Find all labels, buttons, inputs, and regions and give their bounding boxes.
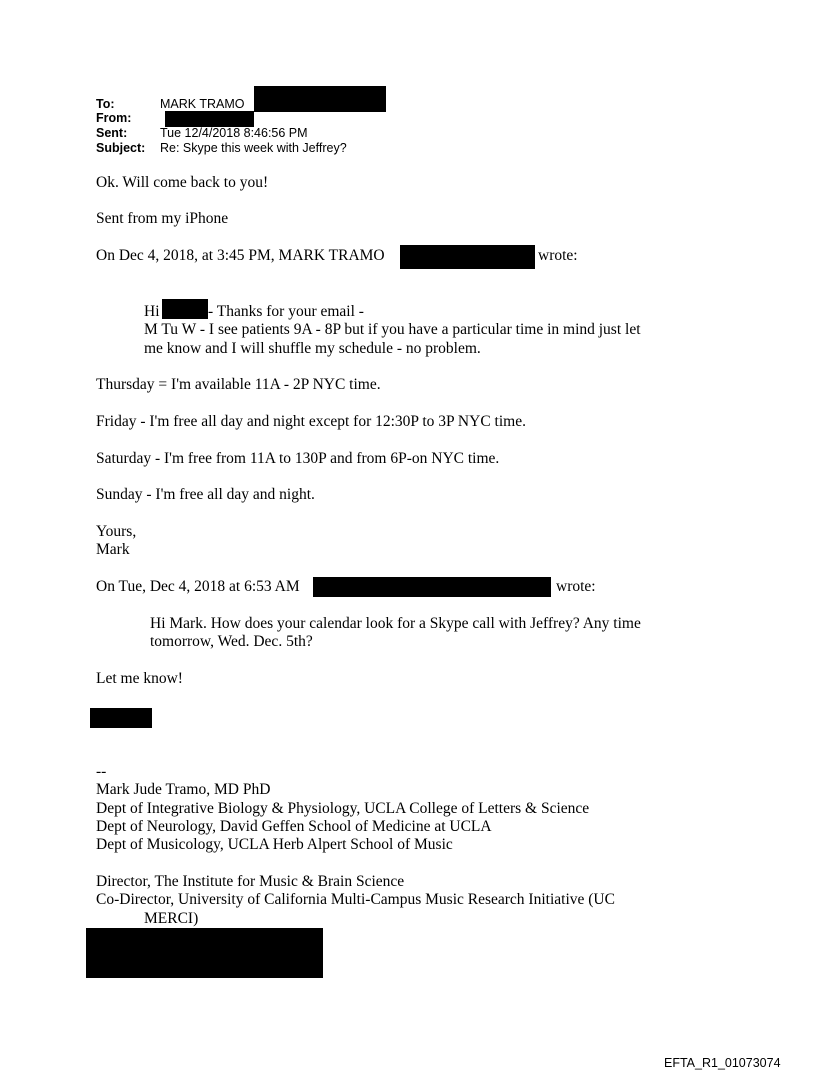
subject-value: Re: Skype this week with Jeffrey? (160, 141, 347, 155)
sent-value: Tue 12/4/2018 8:46:56 PM (160, 126, 308, 140)
closing-name: Mark (96, 541, 130, 558)
signature-name: Mark Jude Tramo, MD PhD (96, 781, 271, 798)
signature-line: Director, The Institute for Music & Brain Science (96, 873, 405, 890)
quote1-intro-prefix: On Dec 4, 2018, at 3:45 PM, MARK TRAMO (96, 247, 385, 264)
from-label: From: (96, 111, 132, 125)
redaction-box (165, 111, 254, 127)
redaction-box (86, 928, 323, 978)
sunday-line: Sunday - I'm free all day and night. (96, 486, 315, 503)
redaction-box (90, 708, 152, 728)
quote2-intro-prefix: On Tue, Dec 4, 2018 at 6:53 AM (96, 578, 300, 595)
quote2-line2: tomorrow, Wed. Dec. 5th? (150, 633, 313, 650)
closing: Yours, (96, 523, 137, 540)
signature-line: Co-Director, University of California Multi-Campus Music Research Initiative (UC (96, 891, 615, 908)
thursday-line: Thursday = I'm available 11A - 2P NYC time. (96, 376, 381, 393)
to-label: To: (96, 97, 115, 111)
redaction-box (313, 577, 551, 597)
signature-device: Sent from my iPhone (96, 210, 229, 227)
friday-line: Friday - I'm free all day and night except for 12:30P to 3P NYC time. (96, 413, 526, 430)
quote2-intro-suffix: wrote: (556, 578, 596, 595)
quote1-thanks: - Thanks for your email - (208, 303, 364, 320)
sent-label: Sent: (96, 126, 128, 140)
signature-dashes: -- (96, 763, 107, 780)
reply-line: Ok. Will come back to you! (96, 174, 269, 191)
redaction-box (400, 245, 535, 269)
redaction-box (162, 299, 208, 319)
subject-label: Subject: (96, 141, 146, 155)
signature-line: MERCI) (144, 910, 199, 927)
quote1-intro-suffix: wrote: (538, 247, 578, 264)
saturday-line: Saturday - I'm free from 11A to 130P and from 6P-on NYC time. (96, 450, 500, 467)
signature-line: Dept of Musicology, UCLA Herb Alpert School of Music (96, 836, 453, 853)
signature-line: Dept of Neurology, David Geffen School of Medicine at UCLA (96, 818, 492, 835)
quote1-mtuw-line2: me know and I will shuffle my schedule - no problem. (144, 340, 481, 357)
document-id: EFTA_R1_01073074 (664, 1056, 781, 1070)
quote2-line1: Hi Mark. How does your calendar look for a Skype call with Jeffrey? Any time (150, 615, 641, 632)
redaction-box (254, 86, 386, 112)
to-value: MARK TRAMO (160, 97, 245, 111)
quote1-mtuw-line1: M Tu W - I see patients 9A - 8P but if you have a particular time in mind just let (144, 321, 641, 338)
quote1-hi: Hi (144, 303, 160, 320)
signature-line: Dept of Integrative Biology & Physiology, UCLA College of Letters & Science (96, 800, 590, 817)
let-me-know: Let me know! (96, 670, 183, 687)
